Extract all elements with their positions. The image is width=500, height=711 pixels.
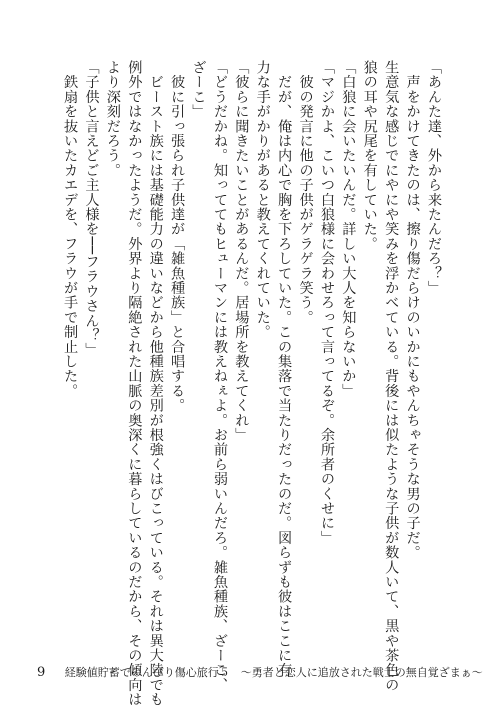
text-line: 「マジかよ、こいつ白狼様に会わせろって言ってるぞ。余所者のくせに」 <box>318 60 335 546</box>
text-line: 例外ではなかったようだ。外界より隔絶された山脈の奥深くに暮らしているのだから、その傾向は <box>126 60 143 707</box>
text-line: 彼に引っ張られ子供達が「雑魚種族」と合唱する。 <box>169 60 186 413</box>
running-title: 経験値貯蓄でのんびり傷心旅行５ ～勇者と恋人に追放された戦士の無自覚ざまぁ～ <box>64 666 483 679</box>
page-number: 9 <box>37 665 46 680</box>
text-line: 「子供と言えどご主人様を──フラウさん？」 <box>83 60 100 358</box>
text-line: 「あんた達、外から来たんだろ？」 <box>426 60 442 296</box>
text-line: より深刻だろう。 <box>104 60 121 178</box>
text-line: 声をかけてきたのは、擦り傷だらけのいかにもやんちゃそうな男の子だ。 <box>404 60 421 560</box>
text-line: だが、俺は内心で胸を下ろしていた。この集落で当たりだったのだ。図らずも彼はここに有 <box>276 60 293 678</box>
text-line: 彼の発言に他の子供がゲラゲラ笑う。 <box>297 60 314 325</box>
text-line: 生意気な感じでにやにや笑みを浮かべている。背後には似たような子供が数人いて、黒や茶色の <box>383 60 400 693</box>
text-line: 「どうだかね。知っててもヒューマンには教えねぇよ。お前ら弱いんだろ。雑魚種族、ざーこ、 <box>211 60 228 693</box>
text-line: ざーこ」 <box>190 60 207 119</box>
text-line: ビースト族には基礎能力の違いなどから他種族差別が根強くはびこっている。それは異大陸でも <box>147 60 164 707</box>
text-line: 鉄扇を抜いたカエデを、フラウが手で制止した。 <box>62 60 79 399</box>
text-line: 「白狼に会いたいんだ。詳しい大人を知らないか」 <box>340 60 357 399</box>
text-line: 力な手がかりがあると教えてくれていた。 <box>254 60 271 340</box>
page-footer <box>37 664 483 680</box>
text-line: 「彼らに聞きたいことがあるんだ。居場所を教えてくれ」 <box>233 60 250 443</box>
text-line: 狼の耳や尻尾を有していた。 <box>361 60 378 252</box>
